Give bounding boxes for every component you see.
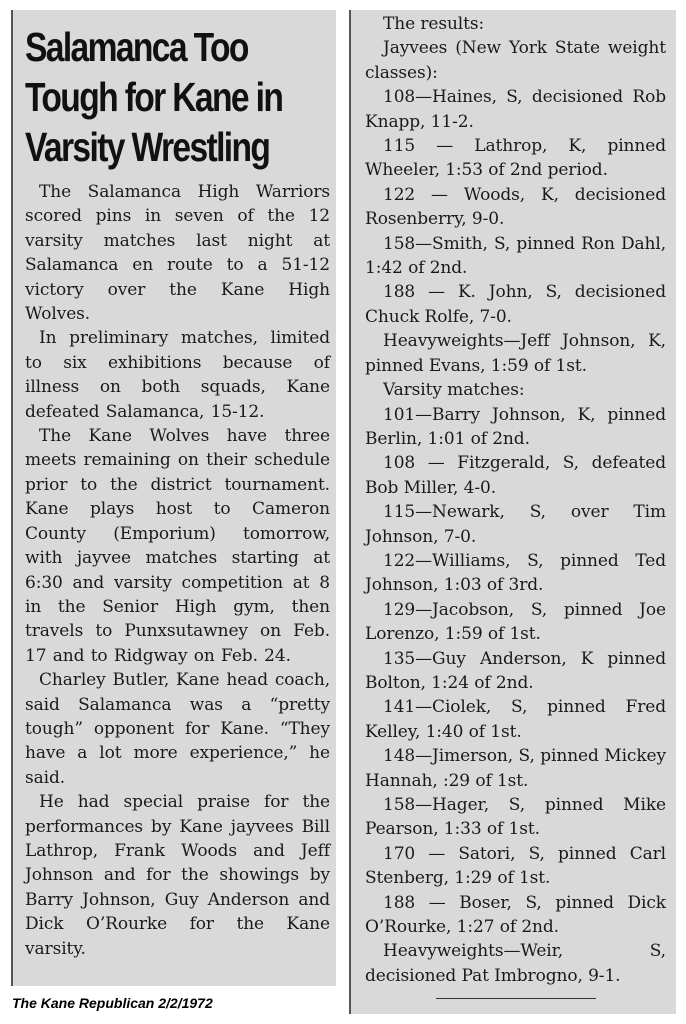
- jayvees-heading: Jayvees (New York State weight classes):: [365, 38, 666, 83]
- result-entry: 158—Hager, S, pinned Mike Pearson, 1:33 of 1st.: [365, 795, 666, 840]
- result-entry: 122—Williams, S, pinned Ted Johnson, 1:03 of 3rd.: [365, 550, 666, 596]
- article-paragraph: In preliminary matches, limited to six exhibitions because of illness on both squads, Kane defeated Salamanca, 15-12.: [25, 328, 330, 422]
- result-entry: 158—Smith, S, pinned Ron Dahl, 1:42 of 2nd.: [365, 233, 666, 279]
- article-clipping: [11, 10, 336, 986]
- result-entry: 135—Guy Anderson, K pinned Bolton, 1:24 of 2nd.: [365, 648, 666, 693]
- varsity-heading: Varsity matches:: [383, 380, 525, 401]
- result-entry: 141—Ciolek, S, pinned Fred Kelley, 1:40 of 1st.: [365, 697, 666, 742]
- result-entry: 188 — K. John, S, decisioned Chuck Rolfe, 7-0.: [365, 282, 666, 327]
- result-entry: 101—Barry Johnson, K, pinned Berlin, 1:01 of 2nd.: [365, 404, 666, 449]
- source-caption: The Kane Republican 2/2/1972: [12, 995, 213, 1011]
- result-entry: 122 — Woods, K, decisioned Rosenberry, 9-0.: [365, 184, 666, 230]
- result-entry: 115 — Lathrop, K, pinned Wheeler, 1:53 of 2nd period.: [365, 136, 666, 181]
- article-paragraph: The Salamanca High Warriors scored pins in seven of the 12 varsity matches last night at Salamanca en route to a 51-12 victory over the Kane High Wolves.: [25, 182, 330, 325]
- article-paragraph: He had special praise for the performances by Kane jayvees Bill Lathrop, Frank Woods and Jeff Johnson and for the showings by Barry Johnson, Guy Anderson and Dick O’Rourke for the Kane varsity.: [25, 792, 330, 959]
- article-paragraph: The Kane Wolves have three meets remaining on their schedule prior to the district tournament. Kane plays host to Cameron County (Emporium) tomorrow, with jayvee matches starting at 6:30 and varsity competition at 8 in the Senior High gym, then travels to Punxsutawney on Feb. 17 and to Ridgway on Feb. 24.: [25, 426, 330, 666]
- closing-rule: [436, 998, 596, 999]
- result-entry: Heavyweights—Weir, S, decisioned Pat Imbrogno, 9-1.: [365, 941, 666, 986]
- article-paragraph: Charley Butler, Kane head coach, said Salamanca was a “pretty tough” opponent for Kane. “They have a lot more experience,” he said.: [25, 670, 330, 788]
- result-entry: 129—Jacobson, S, pinned Joe Lorenzo, 1:59 of 1st.: [365, 599, 666, 645]
- result-entry: 108—Haines, S, decisioned Rob Knapp, 11-2.: [365, 87, 666, 132]
- results-heading: The results:: [383, 14, 485, 34]
- results-clipping: [349, 10, 676, 1014]
- result-entry: 108 — Fitzgerald, S, defeated Bob Miller, 4-0.: [365, 453, 666, 498]
- result-entry: 148—Jimerson, S, pinned Mickey Hannah, :29 of 1st.: [365, 746, 666, 791]
- result-entry: 115—Newark, S, over Tim Johnson, 7-0.: [365, 502, 666, 547]
- result-entry: 188 — Boser, S, pinned Dick O’Rourke, 1:27 of 2nd.: [365, 892, 666, 938]
- result-entry: Heavyweights—Jeff Johnson, K, pinned Evans, 1:59 of 1st.: [365, 331, 666, 376]
- result-entry: 170 — Satori, S, pinned Carl Stenberg, 1:29 of 1st.: [365, 843, 666, 889]
- headline: Salamanca Too Tough for Kane in Varsity Wrestling: [25, 24, 283, 170]
